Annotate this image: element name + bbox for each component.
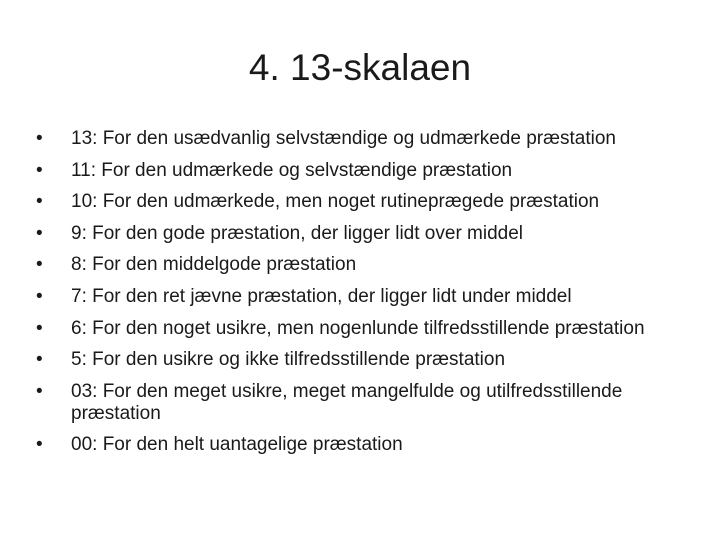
bullet-icon: • [36,285,43,307]
list-item-text: 8: For den middelgode præstation [71,254,357,276]
bullet-icon: • [36,317,43,339]
list-item [36,223,686,245]
bullet-icon: • [36,222,43,244]
bullet-icon: • [36,380,43,402]
bullet-icon: • [36,254,43,276]
list-item [36,349,686,371]
list-item-text: 9: For den gode præstation, der ligger lidt over middel [71,222,524,244]
bullet-list [36,128,686,466]
bullet-icon: • [36,349,43,371]
bullet-icon: • [36,191,43,213]
list-item-text: 7: For den ret jævne præstation, der ligger lidt under middel [71,285,572,307]
list-item-text: 00: For den helt uantagelige præstation [71,434,403,456]
list-item [36,318,686,340]
bullet-icon: • [36,159,43,181]
list-item-text: 13: For den usædvanlig selvstændige og udmærkede præstation [71,128,616,149]
slide-title: 4. 13-skalaen [248,47,472,88]
bullet-icon: • [36,128,43,149]
list-item-text: 03: For den meget usikre, meget mangelfulde og utilfredsstillende præstation [71,380,623,424]
list-item [36,381,686,425]
list-item [36,434,686,456]
list-item-text: 6: For den noget usikre, men nogenlunde tilfredsstillende præstation [71,317,645,339]
list-item-text: 10: For den udmærkede, men noget rutineprægede præstation [71,191,600,213]
list-item [36,254,686,276]
list-item [36,191,686,213]
bullet-icon: • [36,434,43,456]
list-item [36,286,686,308]
list-item [36,128,686,150]
list-item-text: 11: For den udmærkede og selvstændige præstation [71,159,513,181]
list-item-text: 5: For den usikre og ikke tilfredsstillende præstation [71,349,506,371]
list-item [36,160,686,182]
